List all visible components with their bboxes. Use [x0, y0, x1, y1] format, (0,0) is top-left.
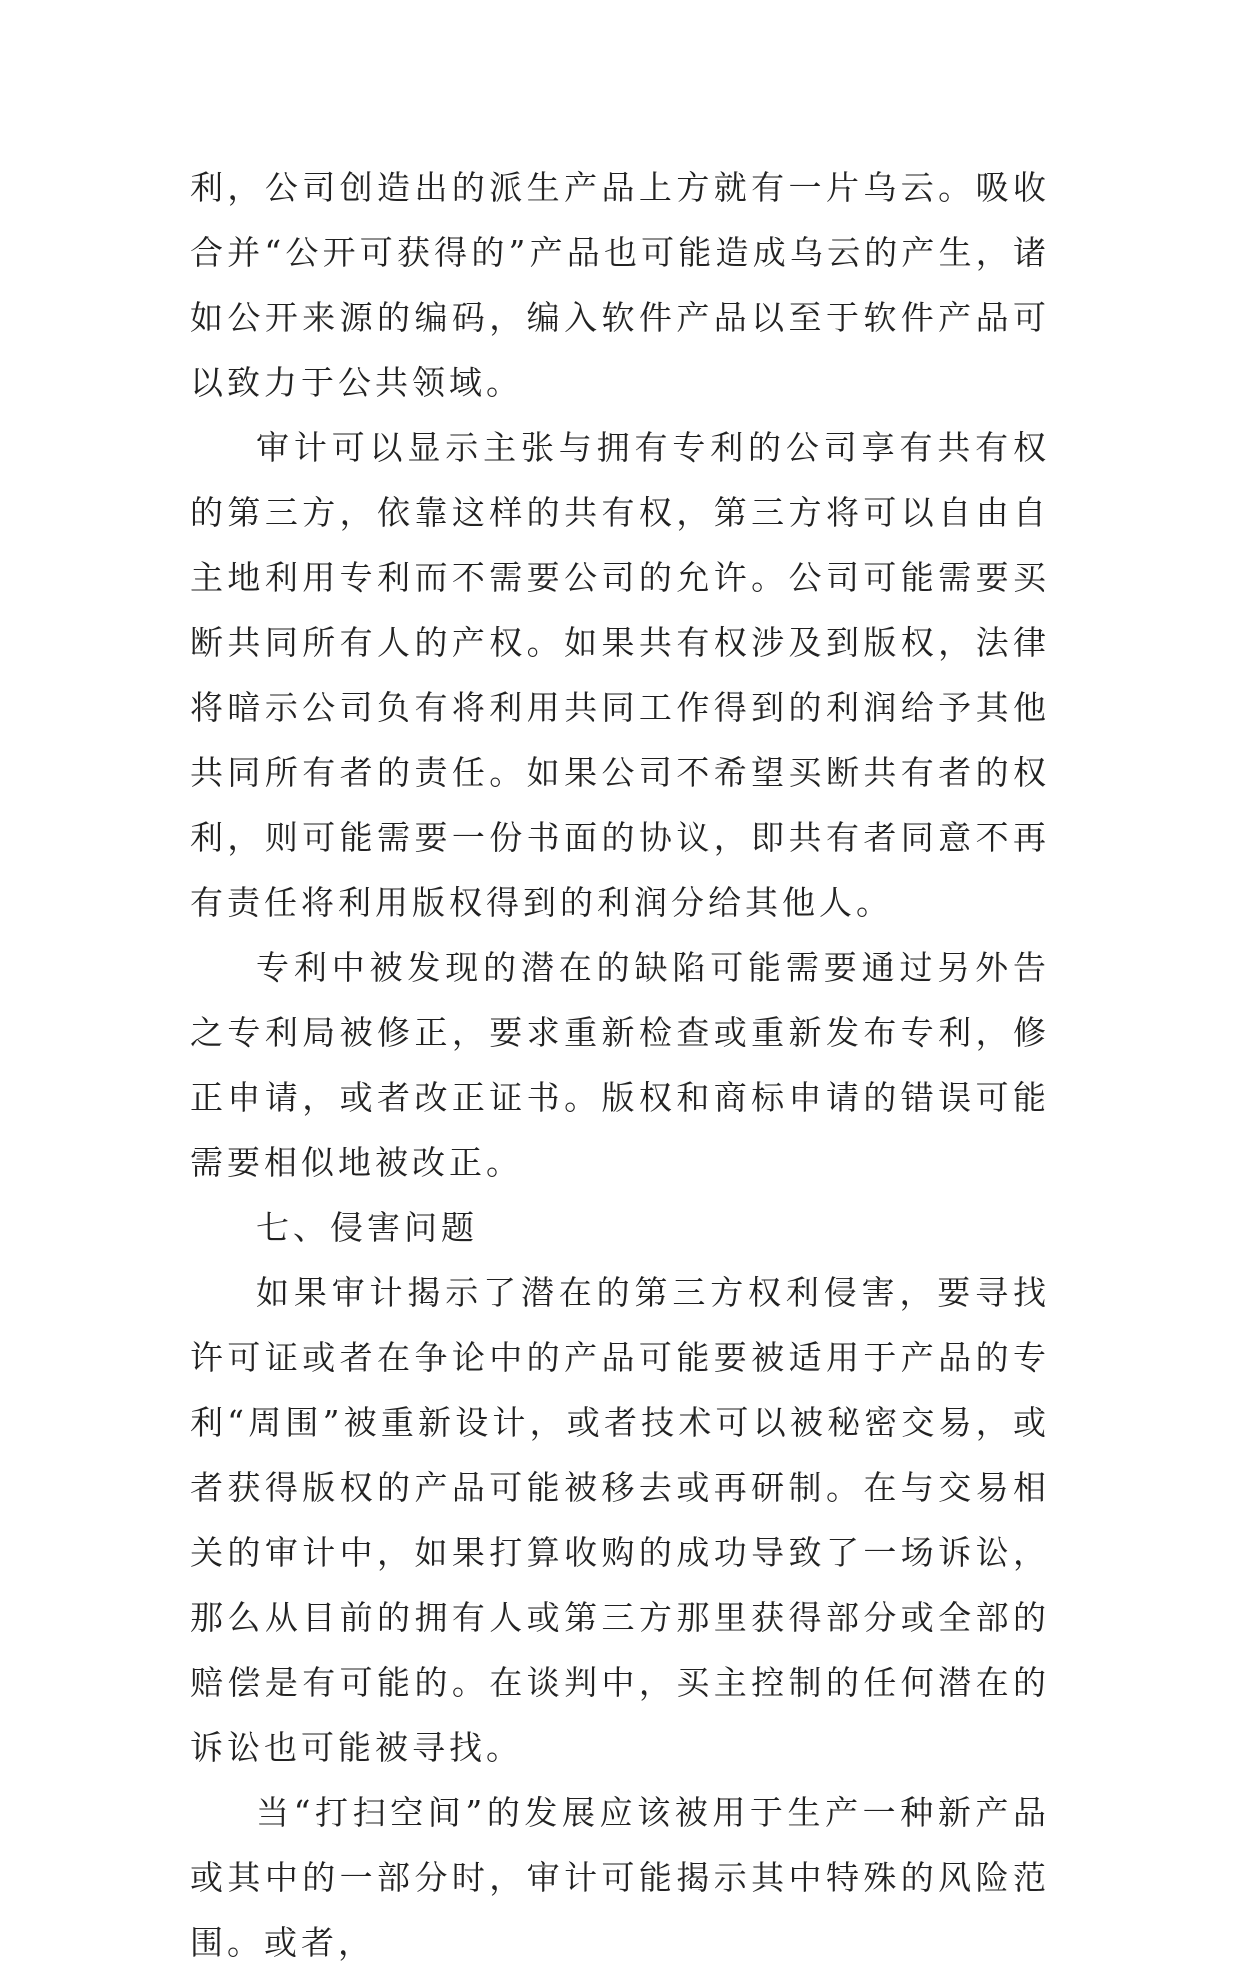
- paragraph-patent-defects: 专利中被发现的潜在的缺陷可能需要通过另外告之专利局被修正，要求重新检查或重新发布专利，修正申请，或者改正证书。版权和商标申请的错误可能需要相似地被改正。: [190, 948, 1050, 1182]
- document-body: [190, 155, 1050, 1975]
- paragraph-clean-room: 当“打扫空间”的发展应该被用于生产一种新产品或其中的一部分时，审计可能揭示其中特殊的风险范围。或者，: [190, 1793, 1050, 1962]
- paragraph-continuation: 利，公司创造出的派生产品上方就有一片乌云。吸收合并“公开可获得的”产品也可能造成乌云的产生，诸如公开来源的编码，编入软件产品以至于软件产品可以致力于公共领域。: [190, 168, 1050, 402]
- section-heading: 七、侵害问题: [256, 1208, 478, 1247]
- paragraph-infringement: 如果审计揭示了潜在的第三方权利侵害，要寻找许可证或者在争论中的产品可能要被适用于产品的专利“周围”被重新设计，或者技术可以被秘密交易，或者获得版权的产品可能被移去或再研制。在与交易相关的审计中，如果打算收购的成功导致了一场诉讼，那么从目前的拥有人或第三方那里获得部分或全部的赔偿是有可能的。在谈判中，买主控制的任何潜在的诉讼也可能被寻找。: [190, 1273, 1050, 1767]
- paragraph-coownership: 审计可以显示主张与拥有专利的公司享有共有权的第三方，依靠这样的共有权，第三方将可以自由自主地利用专利而不需要公司的允许。公司可能需要买断共同所有人的产权。如果共有权涉及到版权，法律将暗示公司负有将利用共同工作得到的利润给予其他共同所有者的责任。如果公司不希望买断共有者的权利，则可能需要一份书面的协议，即共有者同意不再有责任将利用版权得到的利润分给其他人。: [190, 428, 1050, 922]
